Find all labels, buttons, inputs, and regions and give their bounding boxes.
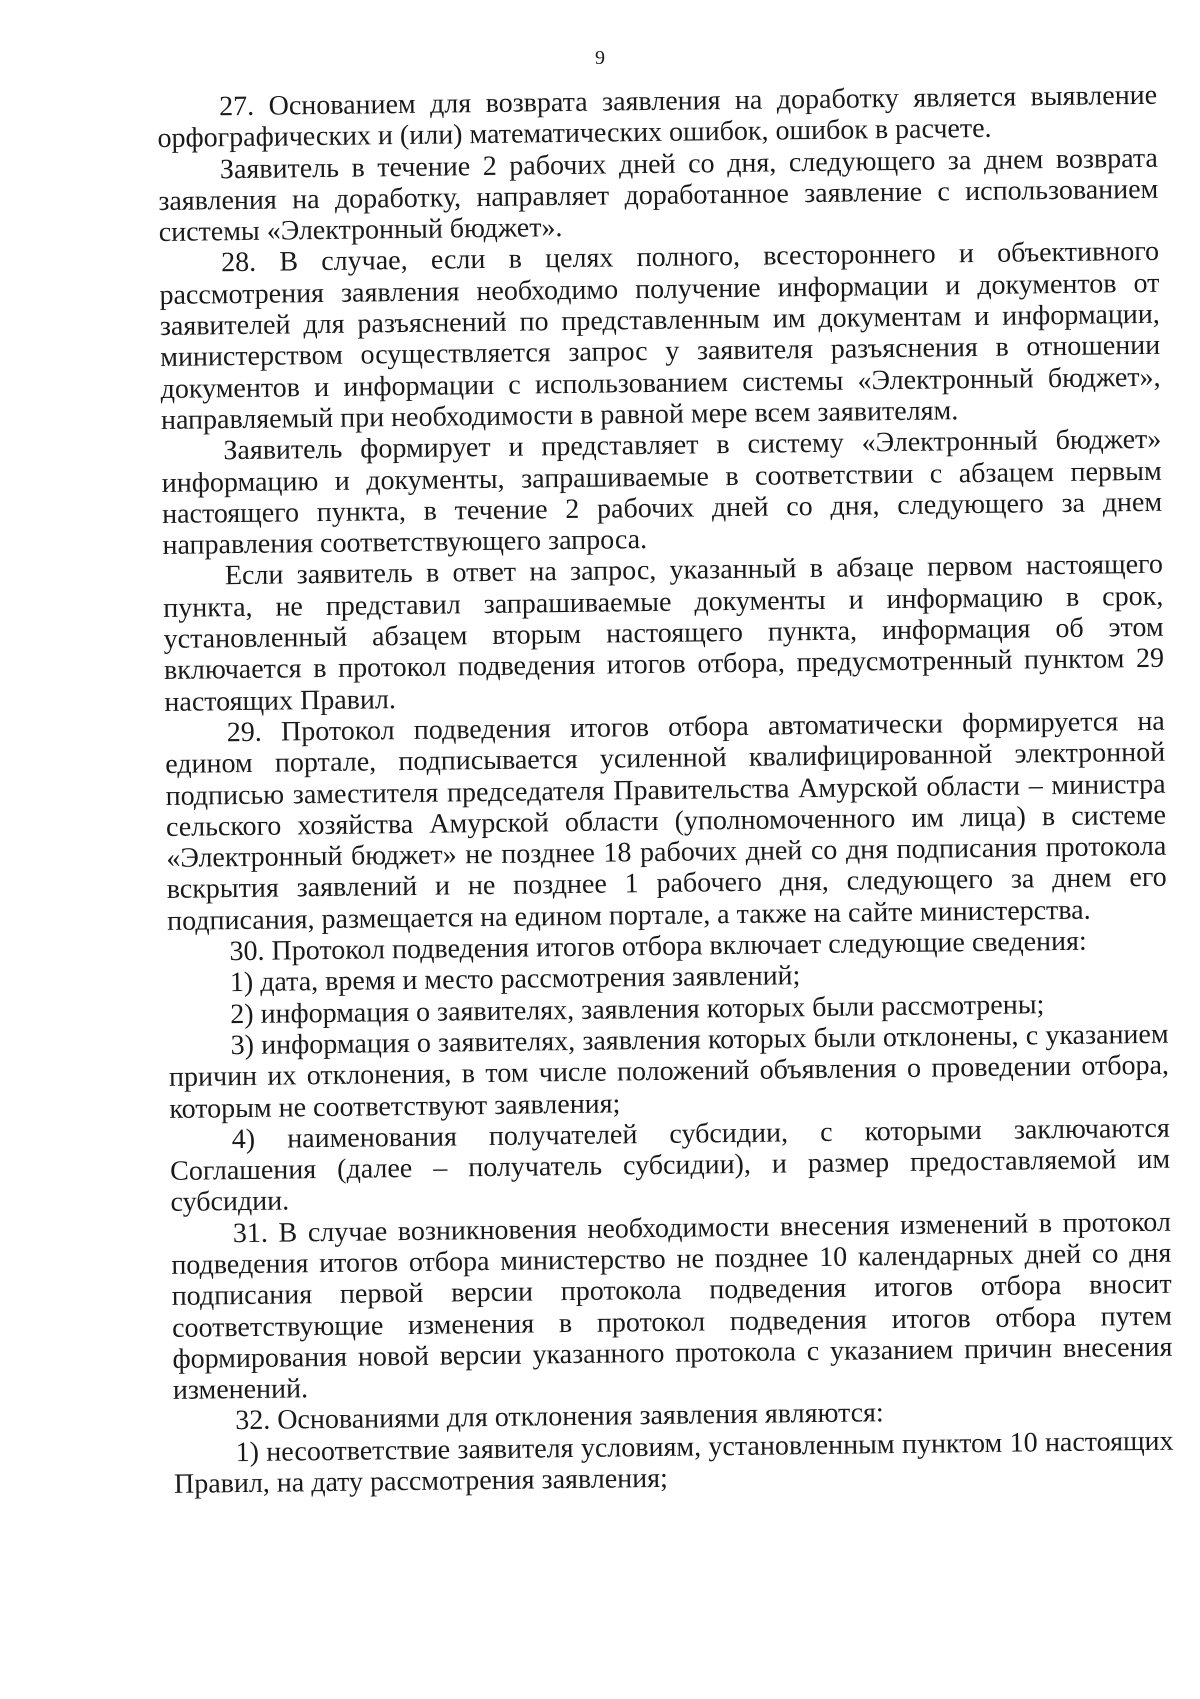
paragraph-31: 31. В случае возникновения необходимости внесения изменений в протокол подведения итогов отбора министерство не позднее 10 календарных дней со дня подписания первой версии протокола подведения итогов отбора вносит соответствующие изменения в протокол подведения итогов отбора путем формирования новой версии указанного протокола с указанием причин внесения изменений. — [171, 1206, 1173, 1407]
document-body — [157, 80, 1174, 1500]
paragraph-28-missed: Если заявитель в ответ на запрос, указанный в абзаце первом настоящего пункта, не представил запрашиваемые документы и информацию в срок, установленный абзацем вторым настоящего пункта, информация об этом включается в протокол подведения итогов отбора, предусмотренный пунктом 29 настоящих Правил. — [163, 549, 1165, 718]
paragraph-30-item-1: 1) дата, время и место рассмотрения заявлений; — [229, 960, 801, 999]
paragraph-32-item-1: 1) несоответствие заявителя условиям, установленным пунктом 10 настоящих Правил, на дату рассмотрения заявления; — [173, 1425, 1174, 1500]
paragraph-29: 29. Протокол подведения итогов отбора автоматически формируется на едином портале, подписывается усиленной квалифицированной электронной подписью заместителя председателя Правительства Амурской области – министра сельского хозяйства Амурской области (уполномоченного им лица) в системе «Электронный бюджет» не позднее 18 рабочих дней со дня подписания протокола вскрытия заявлений и не позднее 1 рабочего дня, следующего за днем его подписания, размещается на едином портале, а также на сайте министерства. — [165, 705, 1167, 937]
paragraph-28: 28. В случае, если в целях полного, всестороннего и объективного рассмотрения заявления необходимо получение информации и документов от заявителей для разъяснений по представленным им документам и информации, министерством осуществляется запрос у заявителя разъяснения в отношении документов и информации с использованием системы «Электронный бюджет», направляемый при необходимости в равной мере всем заявителям. — [159, 236, 1161, 436]
paragraph-27-return: Заявитель в течение 2 рабочих дней со дня, следующего за днем возврата заявления на доработку, направляет доработанное заявление с использованием системы «Электронный бюджет». — [158, 142, 1159, 249]
page-number: 9 — [595, 47, 605, 69]
paragraph-28-submit: Заявитель формирует и представляет в систему «Электронный бюджет» информацию и документы, запрашиваемые в соответствии с абзацем первым настоящего пункта, в течение 2 рабочих дней со дня, следующего за днем направления соответствующего запроса. — [161, 424, 1163, 562]
paragraph-30-item-4: 4) наименования получателей субсидии, с которыми заключаются Соглашения (далее – получатель субсидии), и размер предоставляемой им субсидии. — [170, 1112, 1171, 1219]
paragraph-30-item-2: 2) информация о заявителях, заявления которых были рассмотрены; — [230, 988, 1045, 1030]
paragraph-30: 30. Протокол подведения итогов отбора включает следующие сведения: — [229, 925, 1087, 968]
paragraph-27: 27. Основанием для возврата заявления на доработку является выявление орфографических и (или) математических ошибок, ошибок в расчете. — [157, 79, 1158, 155]
paragraph-32: 32. Основаниями для отклонения заявления являются: — [235, 1397, 884, 1437]
paragraph-30-item-3: 3) информация о заявителях, заявления которых были отклонены, с указанием причин их отклонения, в том числе положений объявления о проведении отбора, которым не соответствуют заявления; — [168, 1018, 1170, 1125]
